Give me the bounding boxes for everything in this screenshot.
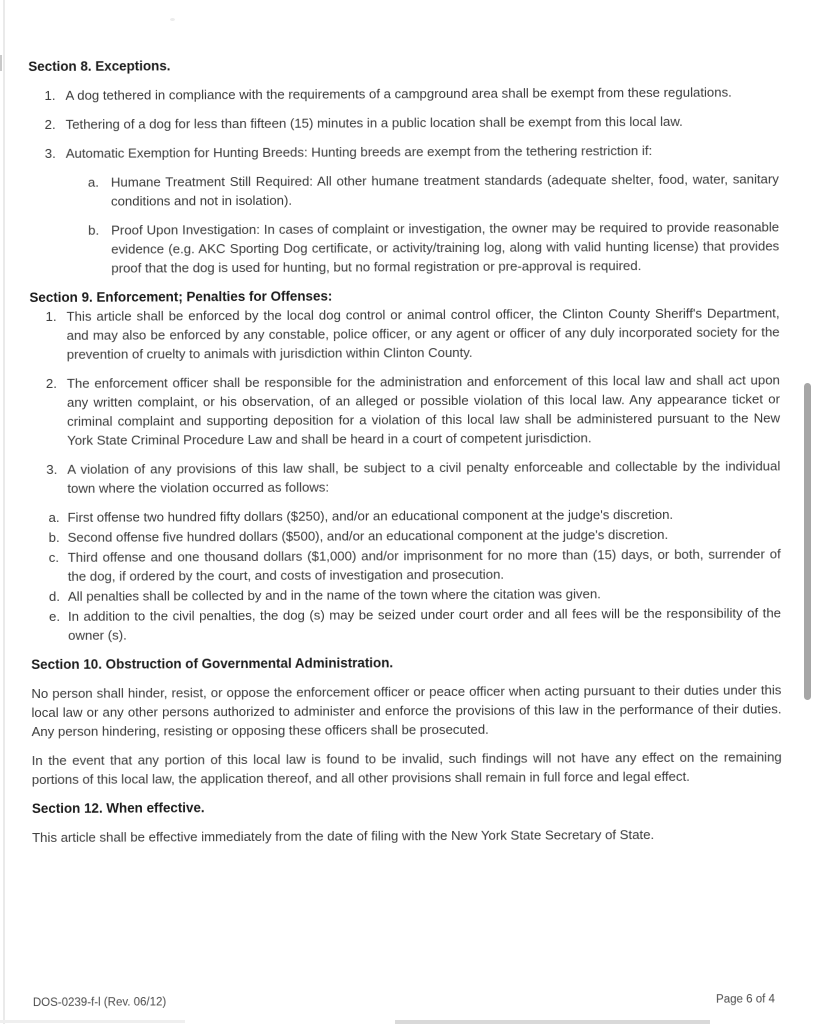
list-marker: 3. (46, 461, 58, 477)
list-item (30, 370, 780, 450)
list-item-text: Third offense and one thousand dollars ($1,000) and/or imprisonment for no more than (15) days, or both, surrender of the dog, if ordered by the court, and costs of investigation and prosecution. (67, 546, 781, 584)
section-heading: Section 9. Enforcement; Penalties for Offenses: (29, 288, 333, 306)
list-item-text: In addition to the civil penalties, the dog (s) may be seized under court order and all fees will be the responsibility of the owner (s). (67, 605, 782, 643)
list-item (31, 583, 781, 606)
list-marker: e. (48, 608, 61, 624)
paragraph: No person shall hinder, resist, or oppose the enforcement officer or peace officer when acting pursuant to their duties under this local law or any other persons authorized to administer and enforce the provisions of this law in the performance of their duties. Any person hindering, resisting or opposing these officers shall be prosecuted. (31, 682, 782, 740)
document-body (28, 53, 782, 857)
list-item-text: Proof Upon Investigation: In cases of complaint or investigation, the owner may be required to provide reasonable evidence (e.g. AKC Sporting Dog certificate, or activity/training log, along with valid hunting license) that provides proof that the dog is used for hunting, but no formal registration or pre-approval is required. (111, 219, 780, 276)
list-item-text: A dog tethered in compliance with the requirements of a campground area shall be exempt from these regulations. (65, 84, 732, 103)
paragraph: This article shall be effective immediately from the date of filing with the New York State Secretary of State. (32, 827, 655, 846)
list-item (31, 544, 781, 586)
scrollbar-thumb[interactable] (804, 383, 811, 700)
list-marker: 1. (45, 308, 57, 324)
list-item (29, 140, 779, 163)
footer-page-number: Page 6 of 4 (716, 993, 775, 1006)
list-item-text: Tethering of a dog for less than fifteen (15) minutes in a public location shall be exempt from this local law. (65, 113, 683, 132)
section-heading: Section 12. When effective. (31, 800, 205, 817)
list-item-text: This article shall be enforced by the local dog control or animal control officer, the Clinton County Sheriff's Department, and may also be enforced by any constable, police officer, or any agent or officer of any duly incorporated society for the prevention of cruelty to animals with jurisdiction within Clinton County. (66, 305, 780, 362)
list-item-text: First offense two hundred fifty dollars ($250), and/or an educational component at the judge's discretion. (67, 506, 674, 525)
scrollbar-track[interactable] (803, 0, 817, 1024)
list-item (30, 504, 780, 527)
list-item (29, 169, 779, 211)
section-heading: Section 8. Exceptions. (28, 58, 171, 75)
footer-form-number: DOS-0239-f-l (Rev. 06/12) (32, 996, 167, 1010)
section-heading: Section 10. Obstruction of Governmental Administration. (31, 655, 394, 673)
list-item-text: The enforcement officer shall be responsible for the administration and enforcement of this local law and shall act upon any written complaint, or his observation, of an alleged or possible violation of this local law. Any appearance ticket or criminal complaint and supporting deposition for a violation of this local law shall be administered pursuant to the New York State Criminal Procedure Law and shall be heard in a court of competent jurisdiction. (66, 372, 781, 448)
list-marker: d. (48, 588, 60, 604)
list-item (29, 217, 779, 278)
list-item (31, 603, 781, 645)
list-marker: c. (48, 549, 60, 565)
list-marker: 3. (44, 145, 56, 161)
list-item (30, 303, 780, 364)
paragraph: In the event that any portion of this local law is found to be invalid, such findings will not have any effect on the remaining portions of this local law, the application thereof, and all other provisions shall remain in full force and legal effect. (31, 749, 782, 788)
scan-bottom-strip (395, 1020, 710, 1024)
list-marker: b. (48, 529, 60, 545)
list-marker: a. (87, 174, 99, 190)
scan-bottom-strip (0, 1020, 185, 1023)
list-item-text: Humane Treatment Still Required: All other humane treatment standards (adequate shelter, food, water, sanitary conditions and not in isolation). (110, 171, 779, 209)
list-marker: b. (88, 222, 100, 238)
list-marker: 2. (45, 375, 57, 391)
list-marker: a. (48, 509, 60, 525)
list-item (30, 456, 780, 498)
list-marker: 1. (44, 87, 56, 103)
page-footer (33, 993, 775, 1009)
list-item (28, 82, 778, 105)
list-item-text: Automatic Exemption for Hunting Breeds: Hunting breeds are exempt from the tethering restriction if: (65, 143, 653, 161)
list-item (29, 111, 779, 134)
list-marker: 2. (44, 116, 56, 132)
list-item-text: Second offense five hundred dollars ($500), and/or an educational component at the judge's discretion. (67, 526, 669, 545)
list-item (31, 524, 781, 547)
list-item-text: A violation of any provisions of this law shall, be subject to a civil penalty enforceable and collectable by the individual town where the violation occurred as follows: (67, 458, 781, 496)
list-item-text: All penalties shall be collected by and in the name of the town where the citation was given. (67, 586, 601, 604)
